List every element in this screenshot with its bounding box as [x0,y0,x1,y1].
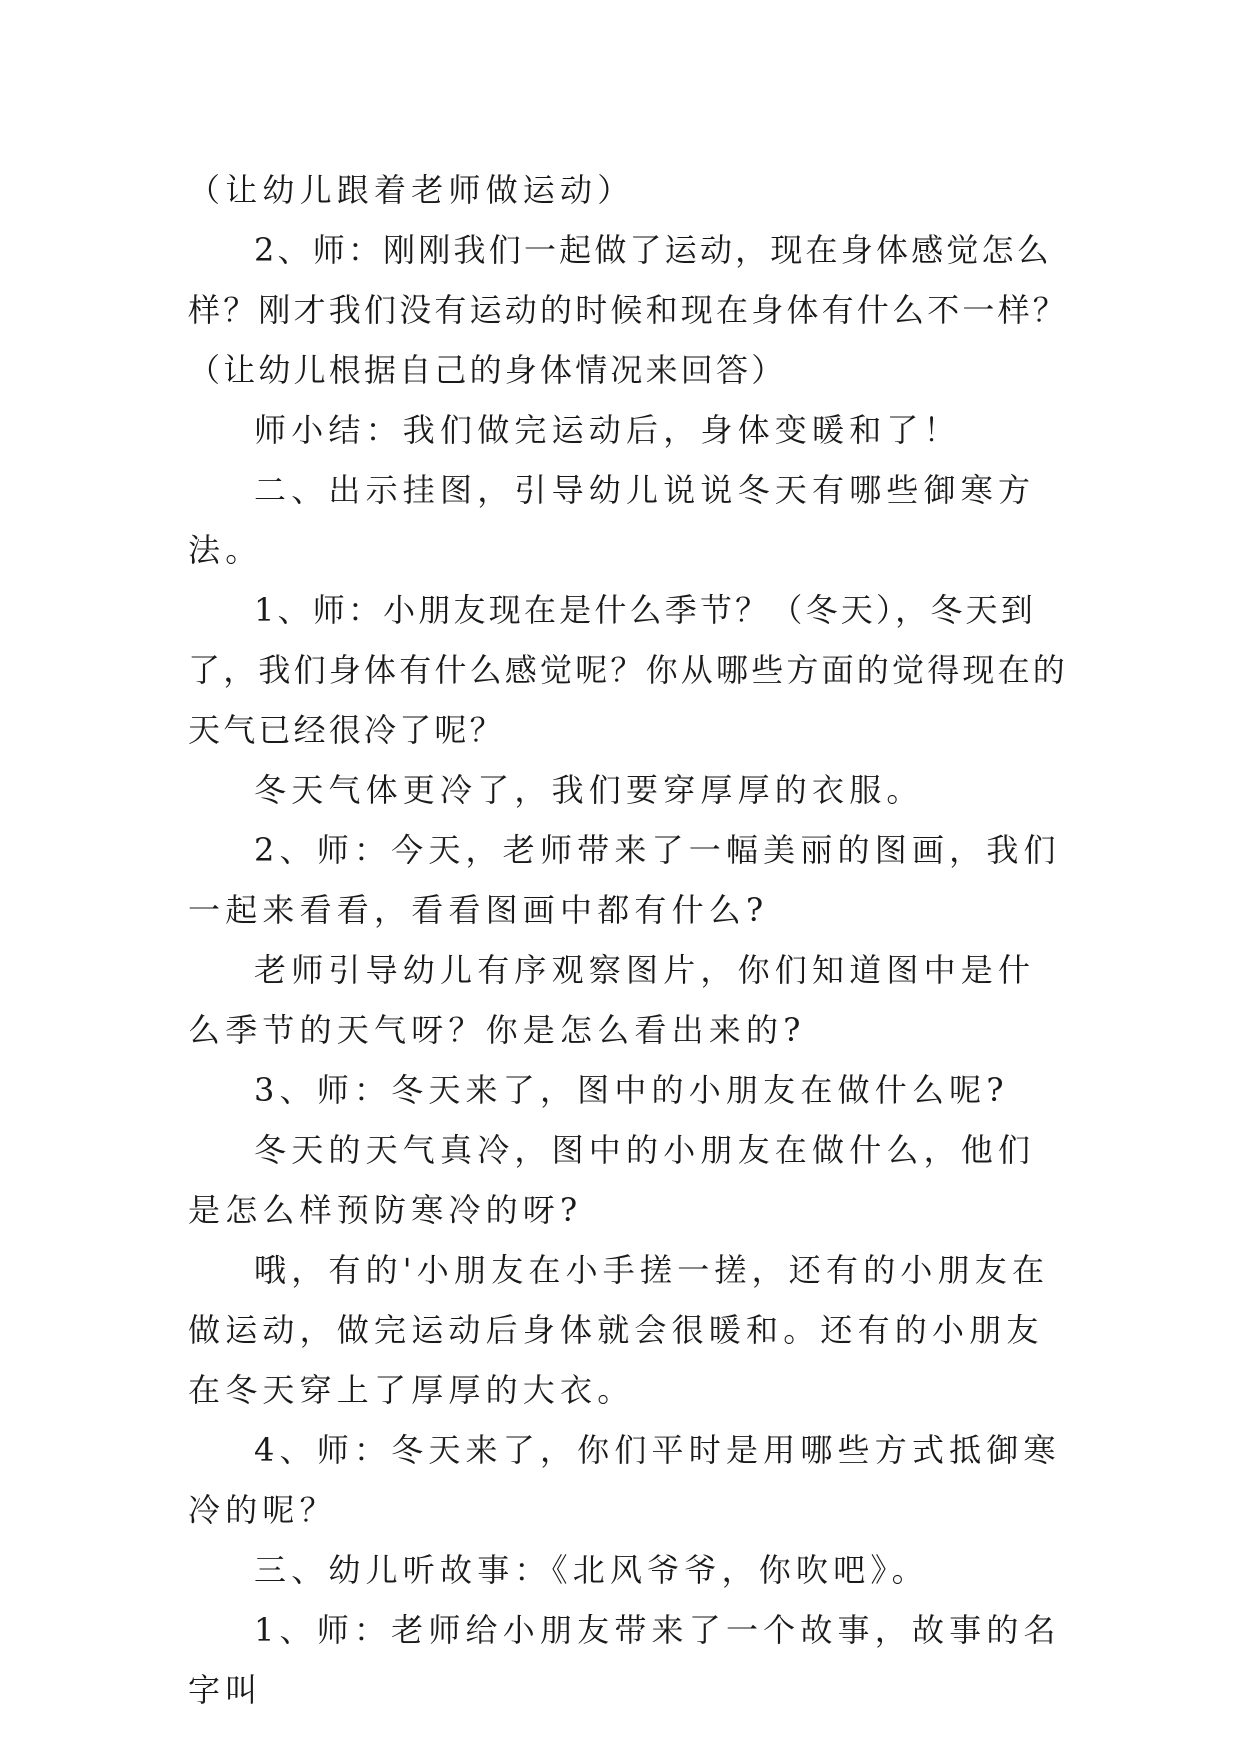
paragraph: 4、师：冬天来了，你们平时是用哪些方式抵御寒冷的呢？ [188,1431,1061,1529]
paragraph: 2、师：刚刚我们一起做了运动，现在身体感觉怎么样？刚才我们没有运动的时候和现在身体有什么不一样？（让幼儿根据自己的身体情况来回答） [188,231,1069,389]
paragraph: 三、幼儿听故事：《北风爷爷，你吹吧》。 [254,1551,929,1589]
paragraph: 2、师：今天，老师带来了一幅美丽的图画，我们一起来看看，看看图画中都有什么? [188,831,1061,929]
document-page [188,160,1068,1720]
paragraph: 冬天的天气真冷，图中的小朋友在做什么，他们是怎么样预防寒冷的呀? [188,1131,1036,1229]
paragraph: 冬天气体更冷了，我们要穿厚厚的衣服。 [254,771,924,809]
paragraph: 师小结：我们做完运动后，身体变暖和了！ [254,411,961,449]
paragraph: 1、师：老师给小朋友带来了一个故事，故事的名字叫 [188,1611,1061,1709]
paragraph: 3、师：冬天来了，图中的小朋友在做什么呢? [254,1071,1009,1109]
paragraph: 1、师：小朋友现在是什么季节？（冬天），冬天到了，我们身体有什么感觉呢？你从哪些方面的觉得现在的天气已经很冷了呢？ [188,591,1069,749]
paragraph: 二、出示挂图，引导幼儿说说冬天有哪些御寒方法。 [188,471,1036,569]
paragraph: 老师引导幼儿有序观察图片，你们知道图中是什么季节的天气呀？你是怎么看出来的? [188,951,1036,1049]
paragraph: （让幼儿跟着老师做运动） [188,171,635,209]
paragraph: 哦，有的'小朋友在小手搓一搓，还有的小朋友在做运动，做完运动后身体就会很暖和。还有的小朋友在冬天穿上了厚厚的大衣。 [188,1251,1050,1409]
